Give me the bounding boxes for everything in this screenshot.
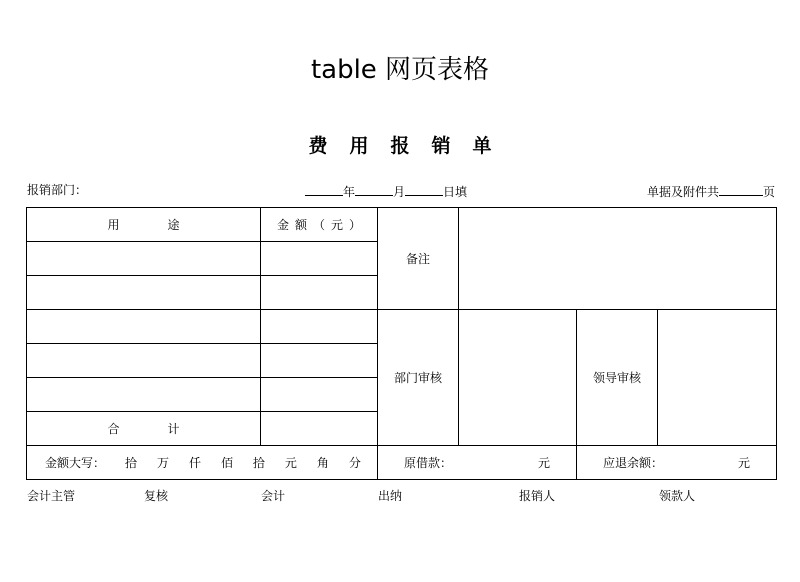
page-title: table 网页表格 [310,55,490,85]
amount-cell[interactable] [261,242,378,276]
uppercase-amount-cell[interactable] [27,446,378,480]
leader-review-field[interactable] [658,310,777,446]
uppercase-unit: 拾 [124,456,137,470]
usage-cell[interactable] [27,242,261,276]
year-blank[interactable] [305,182,343,196]
remarks-field[interactable] [459,208,777,310]
refund-unit: 元 [738,456,751,470]
dept-review-label: 部门审核 [378,310,459,446]
amount-cell[interactable] [261,344,378,378]
uppercase-unit: 拾 [252,456,265,470]
refund-label: 应退余额： [603,456,664,470]
attachment-count-line [647,182,775,200]
uppercase-label: 金额大写： [45,456,106,470]
signature-claimant: 报销人 [519,489,556,503]
attachment-label: 单据及附件共 [646,185,719,199]
usage-cell[interactable] [27,378,261,412]
usage-cell[interactable] [27,310,261,344]
dept-label: 报销部门： [27,183,88,197]
dept-review-field[interactable] [459,310,577,446]
amount-cell[interactable] [261,378,378,412]
uppercase-unit: 角 [316,456,329,470]
usage-header: 用途 [27,208,261,242]
usage-cell[interactable] [27,344,261,378]
year-label: 年 [343,185,356,199]
borrowed-label: 原借款： [404,456,453,470]
signature-cashier: 出纳 [378,489,403,503]
signature-reviewer: 复核 [144,489,169,503]
total-amount-cell[interactable] [261,412,378,446]
form-title: 费用报销单 [308,135,514,157]
uppercase-unit: 元 [284,456,297,470]
uppercase-unit: 仟 [188,456,201,470]
date-fill-line [305,182,467,200]
attachment-count-blank[interactable] [719,182,763,196]
expense-form-table [26,207,777,480]
amount-cell[interactable] [261,276,378,310]
total-label: 合计 [27,412,261,446]
leader-review-label: 领导审核 [577,310,658,446]
uppercase-unit: 分 [348,456,361,470]
month-blank[interactable] [355,182,393,196]
signature-accounting-supervisor: 会计主管 [27,489,76,503]
uppercase-unit: 佰 [220,456,233,470]
month-label: 月 [393,185,406,199]
refund-amount-cell[interactable] [577,446,777,480]
signature-accountant: 会计 [261,489,286,503]
attachment-unit: 页 [762,185,775,199]
remarks-label: 备注 [378,208,459,310]
borrowed-unit: 元 [537,456,550,470]
day-blank[interactable] [405,182,443,196]
borrowed-amount-cell[interactable] [378,446,577,480]
amount-header: 金额（元） [261,208,378,242]
usage-cell[interactable] [27,276,261,310]
signature-payee: 领款人 [659,489,696,503]
day-label: 日填 [443,185,468,199]
uppercase-unit: 万 [156,456,169,470]
amount-cell[interactable] [261,310,378,344]
